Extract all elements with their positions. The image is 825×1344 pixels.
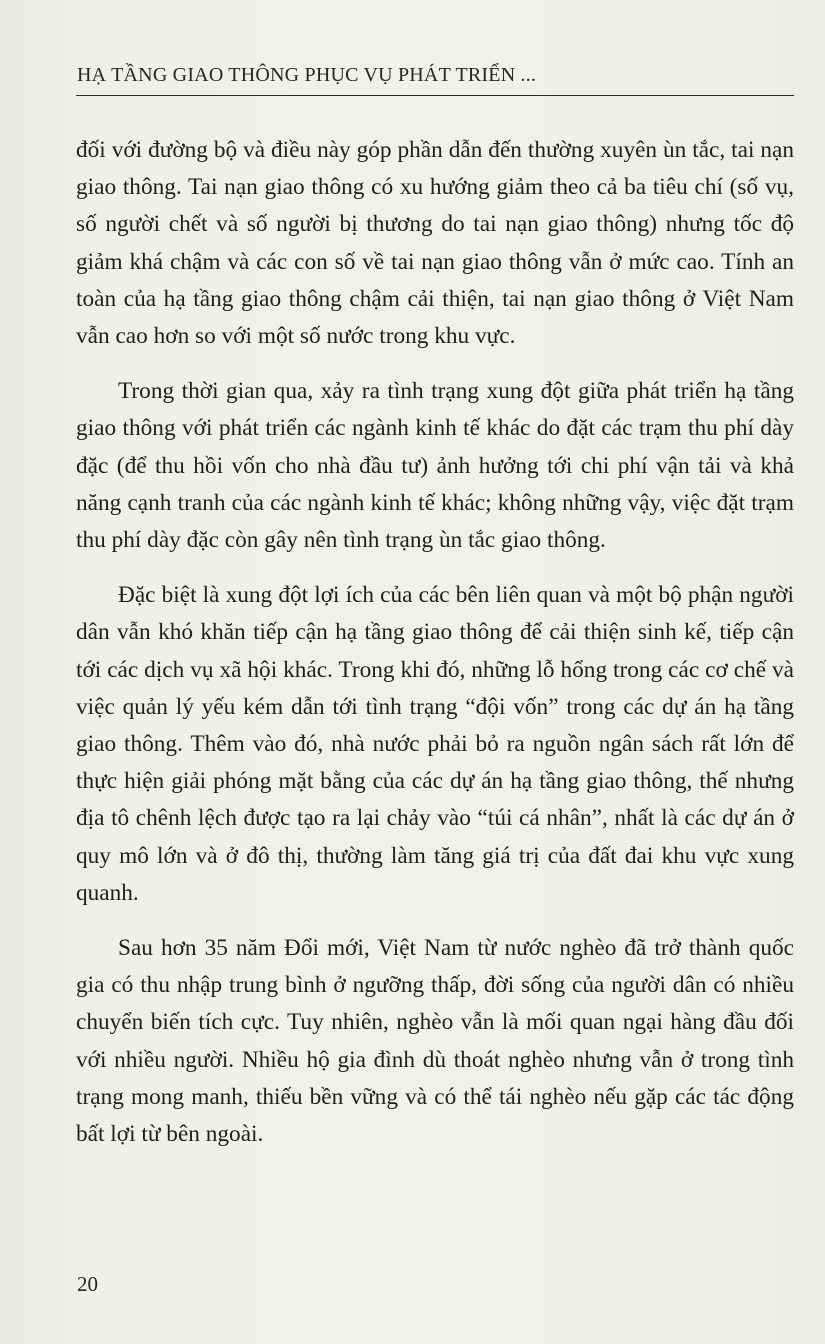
paragraph-3: Đặc biệt là xung đột lợi ích của các bên liên quan và một bộ phận người dân vẫn khó khăn tiếp cận hạ tầng giao thông để cải thiện sinh kế, tiếp cận tới các dịch vụ xã hội khác. Trong khi đó, những lỗ hổng trong các cơ chế và việc quản lý yếu kém dẫn tới tình trạng “đội vốn” trong các dự án hạ tầng giao thông. Thêm vào đó, nhà nước phải bỏ ra nguồn ngân sách rất lớn để thực hiện giải phóng mặt bằng của các dự án hạ tầng giao thông, thế nhưng địa tô chênh lệch được tạo ra lại chảy vào “túi cá nhân”, nhất là các dự án ở quy mô lớn và ở đô thị, thường làm tăng giá trị của đất đai khu vực xung quanh. — [76, 582, 794, 906]
paragraph-2: Trong thời gian qua, xảy ra tình trạng xung đột giữa phát triển hạ tầng giao thông với phát triển các ngành kinh tế khác do đặt các trạm thu phí dày đặc (để thu hồi vốn cho nhà đầu tư) ảnh hưởng tới chi phí vận tải và khả năng cạnh tranh của các ngành kinh tế khác; không những vậy, việc đặt trạm thu phí dày đặc còn gây nên tình trạng ùn tắc giao thông. — [76, 378, 794, 554]
header-rule — [76, 95, 794, 96]
body-text — [76, 132, 794, 1171]
paragraph-4: Sau hơn 35 năm Đổi mới, Việt Nam từ nước nghèo đã trở thành quốc gia có thu nhập trung bình ở ngưỡng thấp, đời sống của người dân có nhiều chuyển biến tích cực. Tuy nhiên, nghèo vẫn là mối quan ngại hàng đầu đối với nhiều người. Nhiều hộ gia đình dù thoát nghèo nhưng vẫn ở trong tình trạng mong manh, thiếu bền vững và có thể tái nghèo nếu gặp các tác động bất lợi từ bên ngoài. — [76, 935, 794, 1148]
running-header: HẠ TẦNG GIAO THÔNG PHỤC VỤ PHÁT TRIỂN ... — [77, 64, 537, 86]
page-number: 20 — [77, 1272, 98, 1296]
paragraph-1: đối với đường bộ và điều này góp phần dẫn đến thường xuyên ùn tắc, tai nạn giao thông. Tai nạn giao thông có xu hướng giảm theo cả ba tiêu chí (số vụ, số người chết và số người bị thương do tai nạn giao thông) nhưng tốc độ giảm khá chậm và các con số về tai nạn giao thông vẫn ở mức cao. Tính an toàn của hạ tầng giao thông chậm cải thiện, tai nạn giao thông ở Việt Nam vẫn cao hơn so với một số nước trong khu vực. — [76, 137, 794, 350]
